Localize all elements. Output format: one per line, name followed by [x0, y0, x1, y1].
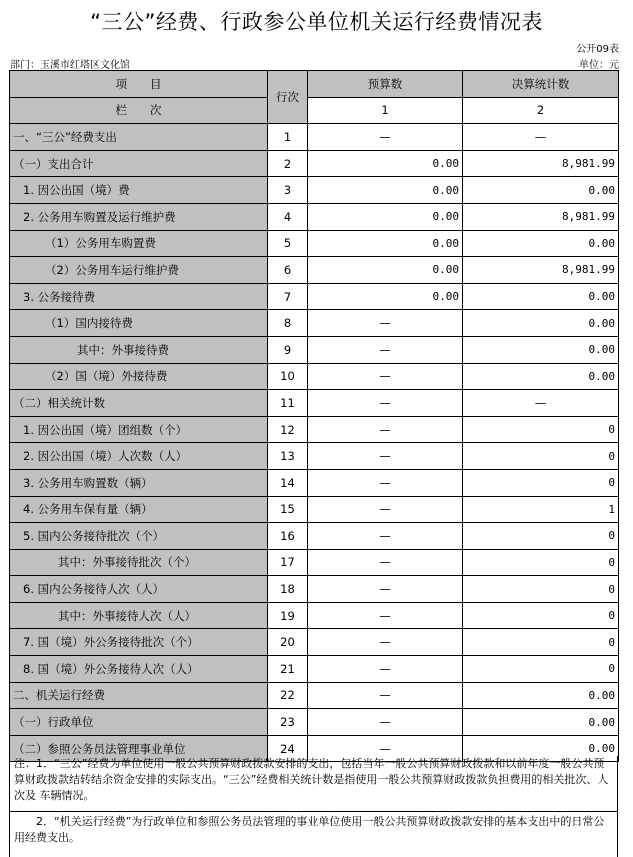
row-item-name: （1）国内接待费: [10, 310, 268, 337]
header-final-col: 2: [463, 97, 619, 124]
department-label: 部门：玉溪市红塔区文化馆: [10, 60, 130, 71]
table-row: [10, 443, 619, 470]
row-number: 1: [268, 124, 308, 151]
row-number: 20: [268, 629, 308, 656]
table-row: [10, 124, 619, 151]
row-item-name: 2. 公务用车购置及运行维护费: [10, 203, 268, 230]
note-2: 2．“机关运行经费”为行政单位和参照公务员法管理的事业单位使用一般公共预算财政拨款安排的基本支出中的日常公用经费支出。: [9, 812, 618, 857]
table-row: [10, 203, 619, 230]
header-column: 栏 次: [10, 97, 268, 124]
row-number: 3: [268, 177, 308, 204]
row-budget-value: —: [308, 682, 463, 709]
row-final-value: 0: [463, 629, 619, 656]
row-number: 19: [268, 602, 308, 629]
row-item-name: 3. 公务用车购置数（辆）: [10, 469, 268, 496]
row-number: 11: [268, 390, 308, 417]
row-number: 21: [268, 656, 308, 683]
row-budget-value: —: [308, 602, 463, 629]
row-item-name: 一、“三公”经费支出: [10, 124, 268, 151]
row-item-name: 二、机关运行经费: [10, 682, 268, 709]
table-body: [10, 124, 619, 762]
row-final-value: 0: [463, 656, 619, 683]
row-item-name: 1. 因公出国（境）团组数（个）: [10, 416, 268, 443]
table-row: [10, 363, 619, 390]
row-number: 10: [268, 363, 308, 390]
row-budget-value: 0.00: [308, 177, 463, 204]
table-row: [10, 416, 619, 443]
row-item-name: 7. 国（境）外公务接待批次（个）: [10, 629, 268, 656]
row-final-value: 0.00: [463, 283, 619, 310]
row-budget-value: —: [308, 443, 463, 470]
row-budget-value: —: [308, 709, 463, 736]
table-row: [10, 523, 619, 550]
row-final-value: 0: [463, 443, 619, 470]
row-number: 15: [268, 496, 308, 523]
row-item-name: 1. 因公出国（境）费: [10, 177, 268, 204]
header-budget-col: 1: [308, 97, 463, 124]
table-row: [10, 682, 619, 709]
table-row: [10, 150, 619, 177]
row-item-name: 其中：外事接待批次（个）: [10, 549, 268, 576]
row-budget-value: 0.00: [308, 150, 463, 177]
row-budget-value: 0.00: [308, 230, 463, 257]
row-budget-value: —: [308, 469, 463, 496]
row-budget-value: —: [308, 310, 463, 337]
row-item-name: 其中：外事接待费: [10, 336, 268, 363]
table-row: [10, 469, 619, 496]
row-budget-value: —: [308, 576, 463, 603]
row-budget-value: —: [308, 735, 463, 762]
table-row: [10, 496, 619, 523]
table-row: [10, 549, 619, 576]
row-final-value: 0: [463, 523, 619, 550]
row-budget-value: —: [308, 523, 463, 550]
row-item-name: （1）公务用车购置费: [10, 230, 268, 257]
row-budget-value: —: [308, 416, 463, 443]
row-budget-value: —: [308, 336, 463, 363]
row-item-name: （一）支出合计: [10, 150, 268, 177]
page-title: “三公”经费、行政参公单位机关运行经费情况表: [90, 10, 543, 34]
row-item-name: 8. 国（境）外公务接待人次（人）: [10, 656, 268, 683]
row-number: 14: [268, 469, 308, 496]
row-item-name: （一）行政单位: [10, 709, 268, 736]
table-row: [10, 602, 619, 629]
row-number: 9: [268, 336, 308, 363]
row-item-name: （2）国（境）外接待费: [10, 363, 268, 390]
row-final-value: 1: [463, 496, 619, 523]
table-row: [10, 310, 619, 337]
header-final: 决算统计数: [463, 71, 619, 98]
row-item-name: 3. 公务接待费: [10, 283, 268, 310]
table-row: [10, 336, 619, 363]
row-budget-value: —: [308, 390, 463, 417]
row-final-value: 0.00: [463, 177, 619, 204]
row-final-value: 0: [463, 469, 619, 496]
row-budget-value: —: [308, 363, 463, 390]
row-item-name: 4. 公务用车保有量（辆）: [10, 496, 268, 523]
row-item-name: 6. 国内公务接待人次（人）: [10, 576, 268, 603]
row-item-name: （二）参照公务员法管理事业单位: [10, 735, 268, 762]
table-row: [10, 283, 619, 310]
row-final-value: 0.00: [463, 735, 619, 762]
row-final-value: 0.00: [463, 310, 619, 337]
row-final-value: 0.00: [463, 336, 619, 363]
unit-label: 单位：元: [579, 60, 619, 71]
header-budget: 预算数: [308, 71, 463, 98]
row-number: 6: [268, 257, 308, 284]
form-number: 公开09表: [576, 44, 619, 55]
header-item: 项 目: [10, 71, 268, 98]
row-budget-value: —: [308, 656, 463, 683]
row-final-value: 0: [463, 549, 619, 576]
row-number: 8: [268, 310, 308, 337]
row-budget-value: 0.00: [308, 283, 463, 310]
row-number: 22: [268, 682, 308, 709]
row-number: 17: [268, 549, 308, 576]
row-number: 23: [268, 709, 308, 736]
row-final-value: 0: [463, 416, 619, 443]
header-row-no: 行次: [268, 71, 308, 124]
row-final-value: 0: [463, 576, 619, 603]
row-budget-value: —: [308, 629, 463, 656]
row-final-value: 0: [463, 602, 619, 629]
row-number: 2: [268, 150, 308, 177]
row-final-value: 0.00: [463, 709, 619, 736]
row-budget-value: —: [308, 124, 463, 151]
row-budget-value: —: [308, 496, 463, 523]
row-budget-value: 0.00: [308, 257, 463, 284]
table-row: [10, 257, 619, 284]
row-final-value: —: [463, 124, 619, 151]
row-number: 16: [268, 523, 308, 550]
row-final-value: 0.00: [463, 230, 619, 257]
row-item-name: 其中：外事接待人次（人）: [10, 602, 268, 629]
row-final-value: 8,981.99: [463, 150, 619, 177]
row-number: 18: [268, 576, 308, 603]
row-item-name: （二）相关统计数: [10, 390, 268, 417]
row-number: 12: [268, 416, 308, 443]
row-number: 24: [268, 735, 308, 762]
row-budget-value: —: [308, 549, 463, 576]
row-final-value: 8,981.99: [463, 257, 619, 284]
expense-table: [9, 70, 619, 762]
table-row: [10, 709, 619, 736]
note-1: 注：1．“三公”经费为单位使用一般公共预算财政拨款安排的支出，包括当年一般公共预算财政拨款和以前年度一般公共预算财政拨款结转结余资金安排的实际支出。“三公”经费相关统计数是指使用一般公共预算财政拨款负担费用的相关批次、人次及 车辆情况。: [9, 756, 618, 812]
row-item-name: （2）公务用车运行维护费: [10, 257, 268, 284]
row-number: 4: [268, 203, 308, 230]
table-row: [10, 656, 619, 683]
row-budget-value: 0.00: [308, 203, 463, 230]
row-final-value: 0.00: [463, 363, 619, 390]
row-number: 7: [268, 283, 308, 310]
row-number: 5: [268, 230, 308, 257]
row-item-name: 5. 国内公务接待批次（个）: [10, 523, 268, 550]
row-final-value: 0.00: [463, 682, 619, 709]
row-final-value: 8,981.99: [463, 203, 619, 230]
row-item-name: 2. 因公出国（境）人次数（人）: [10, 443, 268, 470]
table-row: [10, 576, 619, 603]
row-number: 13: [268, 443, 308, 470]
table-row: [10, 390, 619, 417]
table-row: [10, 177, 619, 204]
table-row: [10, 230, 619, 257]
row-final-value: —: [463, 390, 619, 417]
table-row: [10, 629, 619, 656]
